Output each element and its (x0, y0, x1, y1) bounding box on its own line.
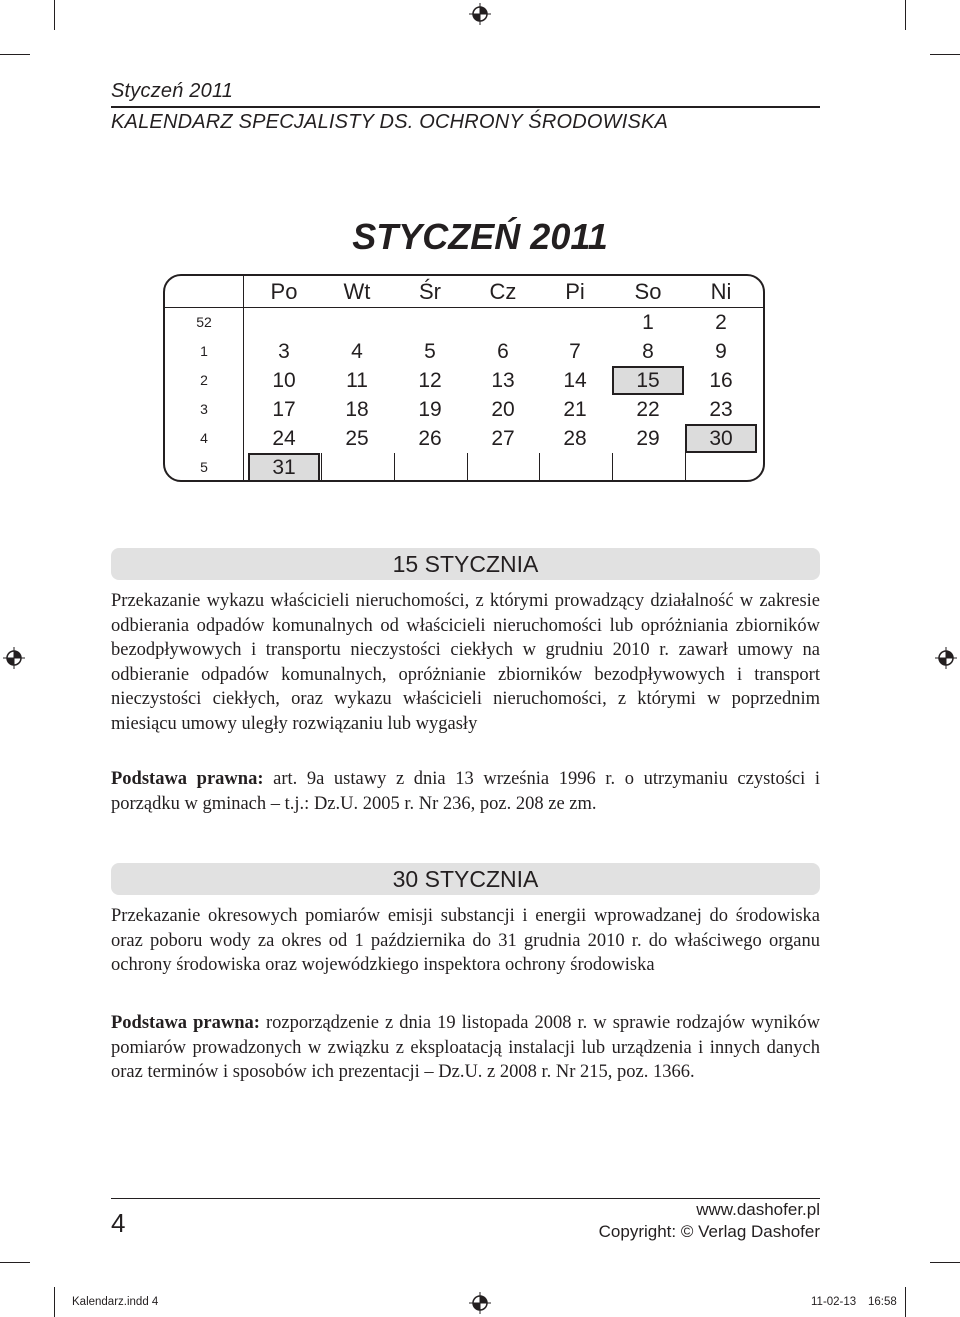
legal-basis-label: Podstawa prawna: (111, 769, 264, 789)
registration-mark-icon (469, 1292, 491, 1314)
calendar-empty-cell (467, 308, 539, 337)
calendar-week-number: 1 (200, 343, 208, 359)
calendar-date-cell: 3 (278, 340, 290, 363)
slug-time: 16:58 (868, 1296, 897, 1308)
calendar-empty-cell (539, 308, 611, 337)
calendar-title: STYCZEŃ 2011 (352, 216, 608, 257)
calendar-header-row (165, 276, 763, 307)
slug-filename: Kalendarz.indd 4 (72, 1296, 159, 1308)
calendar-week-number: 5 (200, 459, 208, 475)
calendar-date-cell: 14 (563, 369, 587, 392)
calendar-date-cell: 8 (642, 340, 654, 363)
calendar-week-row (165, 337, 763, 366)
calendar-week-number: 2 (200, 372, 208, 388)
calendar-day-header: So (634, 279, 662, 304)
calendar-week-row (165, 424, 763, 453)
calendar-date-cell: 13 (491, 369, 515, 392)
calendar-week-number: 52 (196, 314, 212, 330)
slug-date: 11-02-13 (811, 1296, 857, 1308)
calendar-cell-divider (321, 453, 393, 482)
registration-mark-icon (3, 647, 25, 669)
calendar-cell-divider (248, 453, 320, 482)
section-body: Przekazanie wykazu właścicieli nieruchomości, z którymi prowadzący działalność w zakresie odbierania odpadów komunalnych od właścicieli nieruchomości lub opróżniania zbiorników bezodpływowych i transportu nieczystości ciekłych w grudniu 2010 r. zawarł umowy na odbieranie odpadów komunalnych, opróżnianie zbiorników bezodpływowych i transport nieczystości ciekłych, oraz wykazu właścicieli nieruchomości, z którymi w poprzednim miesiącu umowy uległy rozwiązaniu lub wygasły (111, 591, 820, 734)
calendar-date-cell: 25 (345, 427, 369, 450)
legal-basis-label: Podstawa prawna: (111, 1013, 260, 1033)
crop-mark (930, 54, 960, 55)
calendar-empty-cell (321, 308, 393, 337)
calendar-date-cell: 30 (685, 424, 757, 453)
crop-mark (0, 1262, 30, 1263)
calendar-day-header: Pi (565, 279, 585, 304)
calendar-date-cell: 26 (418, 427, 442, 450)
calendar-day-header: Wt (343, 279, 371, 304)
calendar-date-cell: 27 (491, 427, 515, 450)
calendar-date-cell: 9 (715, 340, 727, 363)
calendar-date-cell: 31 (248, 453, 320, 482)
calendar-day-header: Śr (419, 279, 441, 304)
calendar-cell-divider (685, 453, 757, 482)
calendar-date-cell: 12 (418, 369, 442, 392)
calendar-date-cell: 10 (272, 369, 296, 392)
calendar-date-cell: 7 (569, 340, 581, 363)
calendar-date-cell: 28 (563, 427, 587, 450)
section-heading: 30 STYCZNIA (111, 863, 820, 895)
calendar-date-cell: 23 (709, 398, 733, 421)
legal-basis-text: rozporządzenie z dnia 19 listopada 2008 r. w sprawie rodzajów wyników pomiarów prowadzonych w związku z eksploatacją instalacji lub urządzenia i innych danych oraz terminów i sposobów ich prezentacji – Dz.U. z 2008 r. Nr 215, poz. 1366. (111, 1013, 821, 1082)
calendar-week-row (165, 395, 763, 424)
calendar-cell-divider (394, 453, 466, 482)
calendar-date-cell: 5 (424, 340, 436, 363)
calendar-cell-divider (467, 453, 539, 482)
running-header-date: Styczeń 2011 (111, 80, 234, 102)
crop-mark (54, 1287, 55, 1317)
calendar-week-row (165, 308, 763, 337)
calendar-week-number: 4 (200, 430, 208, 446)
calendar-day-header: Ni (710, 279, 732, 304)
calendar-day-header: Po (270, 279, 298, 304)
calendar-date-cell: 21 (563, 398, 587, 421)
registration-mark-icon (469, 3, 491, 25)
crop-mark (0, 54, 30, 55)
calendar-grid (163, 274, 765, 482)
calendar-week-row (165, 366, 763, 395)
registration-mark-icon (935, 647, 957, 669)
crop-mark (54, 0, 55, 30)
calendar-date-cell: 1 (642, 311, 654, 334)
calendar-cell-divider (539, 453, 611, 482)
calendar-date-cell: 29 (636, 427, 660, 450)
calendar-date-cell: 2 (715, 311, 727, 334)
calendar-cell-divider (612, 453, 684, 482)
calendar-week-number: 3 (200, 401, 208, 417)
section-body: Przekazanie okresowych pomiarów emisji substancji i energii wprowadzanej do środowiska oraz poboru wody za okres od 1 października do 31 grudnia 2010 r. do właściwego organu ochrony środowiska oraz wojewódzkiego inspektora ochrony środowiska (111, 906, 820, 975)
calendar-empty-cell (394, 308, 466, 337)
calendar-day-header: Cz (489, 279, 517, 304)
calendar-date-cell: 11 (346, 369, 368, 392)
calendar-date-cell: 6 (497, 340, 509, 363)
legal-basis-text: art. 9a ustawy z dnia 13 września 1996 r. o utrzymaniu czystości i porządku w gminach – t.j.: Dz.U. 2005 r. Nr 236, poz. 208 ze zm. (111, 769, 820, 814)
page-number: 4 (111, 1208, 126, 1238)
calendar-date-cell: 24 (272, 427, 296, 450)
crop-mark (905, 1287, 906, 1317)
calendar-empty-cell (248, 308, 320, 337)
legal-basis (111, 767, 820, 816)
legal-basis (111, 1011, 820, 1085)
calendar-date-cell: 17 (272, 398, 296, 421)
calendar-date-cell: 16 (709, 369, 733, 392)
calendar-date-cell: 4 (351, 340, 363, 363)
crop-mark (905, 0, 906, 30)
footer-website: www.dashofer.pl (696, 1200, 820, 1219)
footer-copyright: Copyright: © Verlag Dashofer (598, 1222, 820, 1241)
calendar-date-cell: 22 (636, 398, 660, 421)
calendar-date-cell: 15 (612, 366, 684, 395)
calendar-date-cell: 19 (418, 398, 442, 421)
crop-mark (930, 1262, 960, 1263)
header-rule (111, 106, 820, 108)
calendar-date-cell: 20 (491, 398, 515, 421)
calendar-date-cell: 18 (345, 398, 369, 421)
section-heading: 15 STYCZNIA (111, 548, 820, 580)
running-header-title: KALENDARZ SPECJALISTY DS. OCHRONY ŚRODOWISKA (111, 111, 669, 133)
